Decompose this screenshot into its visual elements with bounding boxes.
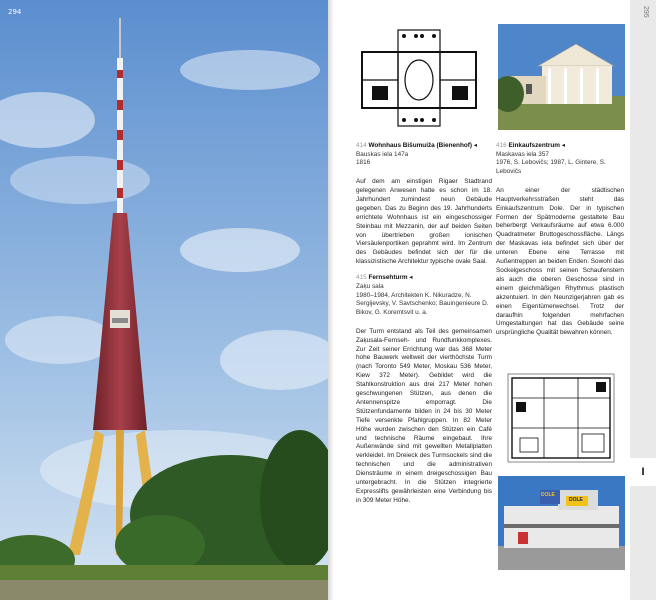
marker-icon: ◂ [409, 274, 413, 282]
photo-shopping-center [498, 476, 625, 570]
marker-icon: ◂ [473, 142, 478, 149]
entry-416-address: Maskavas iela 357 [496, 150, 549, 158]
entry-416-title: Einkaufszentrum [508, 142, 560, 149]
entry-416-header [496, 142, 624, 177]
entry-416-credits: 1976, S. Lebovičs; 1987, L. Gintere, S. Lebovičs [496, 159, 606, 176]
floor-plan-416 [506, 368, 616, 468]
entry-415-address: Zaķu sala [356, 282, 384, 290]
entry-415-header [356, 274, 492, 318]
margin-strip [630, 0, 656, 600]
page-number-right: 295 [642, 6, 649, 18]
column-right [496, 142, 624, 338]
photo-manor-house [498, 24, 625, 130]
entry-414-header [356, 142, 492, 168]
entry-416-number: 416 [496, 142, 507, 149]
entry-415-title: Fernsehturm [368, 274, 408, 282]
entry-414-title: Wohnhaus Bišumuiža (Bienenhof) [368, 142, 473, 149]
entry-415-body: Der Turm entstand als Teil des gemeinsamen Zaķusala-Fernseh- und Rundfunkkomplexes. Zur Zeit seiner Errichtung war das 368 Meter hohe Bauwerk weltweit der vierthöchste Turm (nach Toronto 549 Meter, Moskau 536 Meter, Kiew 372 Meter). Gebildet wird die Stahlkonstruktion aus drei 217 Meter hohen geschwungenen Stützen, aus denen die Antennenspitze emporragt. Die Stützenfundamente bilden in 24 bis 30 Meter Tiefe versenkte Pfahlgruppen. In 82 Meter Höhe wurden zwischen den Stützen ein Café und technische Räume eingebaut. Ihre Außenwände sind mit gewellten Metallplatten verkleidet. Im Dreieck des Turmsockels sind die technischen und die administrativen Diensträume in einem dreigeschossigen Bau untergebracht. In die Stützen integrierte Expresslifts gewährleisten eine Verbindung bis in 309 Meter Höhe. [356, 327, 492, 504]
entry-416-body: An einer der städtischen Hauptverkehrsstraßen steht das Einkaufszentrum Dole. Der in typischen Formen der Spätmoderne gestaltete Bau beherbergt Verkaufsräume auf etwa 6.000 Quadratmeter Bruttogeschossfläche. Längs der Maskavas iela befindet sich über der unteren Ebene eine Terrasse mit Außentreppen an beiden Enden. Sowohl das Sockelgeschoss mit seinen Schaufenstern als auch die oberen Geschosse sind in einem gleichmäßigen Rhythmus plastisch akzentuiert. In den Neunzigerjahren gab es einen Eigentümerwechsel. Trotz der daraufhin folgenden mehrfachen Umgestaltungen hat das Gebäude seine ursprüngliche Qualität bewahren können. [496, 186, 624, 337]
chapter-tab: I [630, 458, 656, 486]
entry-415-number: 415 [356, 274, 367, 282]
entry-414-year: 1816 [356, 159, 371, 167]
floor-plan-414 [358, 24, 480, 128]
column-left [356, 142, 492, 506]
store-sign-2: DOLE [569, 497, 583, 503]
marker-icon: ◂ [561, 142, 565, 149]
entry-414-number: 414 [356, 142, 367, 149]
page-number-left: 294 [8, 8, 22, 16]
store-sign-1: DOLE [541, 492, 555, 498]
entry-414-body: Auf dem am einstigen Rigaer Stadtrand gelegenen Anwesen hatte es schon im 18. Jahrhundert zumindest neun Gebäude gegeben. Das zu Beginn des 19. Jahrhunderts errichtete Wohnhaus ist ein eingeschossiger Steinbau mit Mezzanin, der auf beiden Seiten von übertrieben großen ionischen Viersäulenportiken geprahmt wird. Im Zentrum des Gebäudes befindet sich der für die klassizistische Architektur typische ovale Saal. [356, 178, 492, 266]
entry-415-credits: 1980–1984, Architekten K. Nikuradze, N. Sergijevsky, V. Savtschenko; Bauingenieure D. Bikov, G. Koremtsvit u. a. [356, 291, 489, 316]
text-page [334, 0, 630, 600]
entry-414-address: Bauskas iela 147a [356, 150, 409, 158]
